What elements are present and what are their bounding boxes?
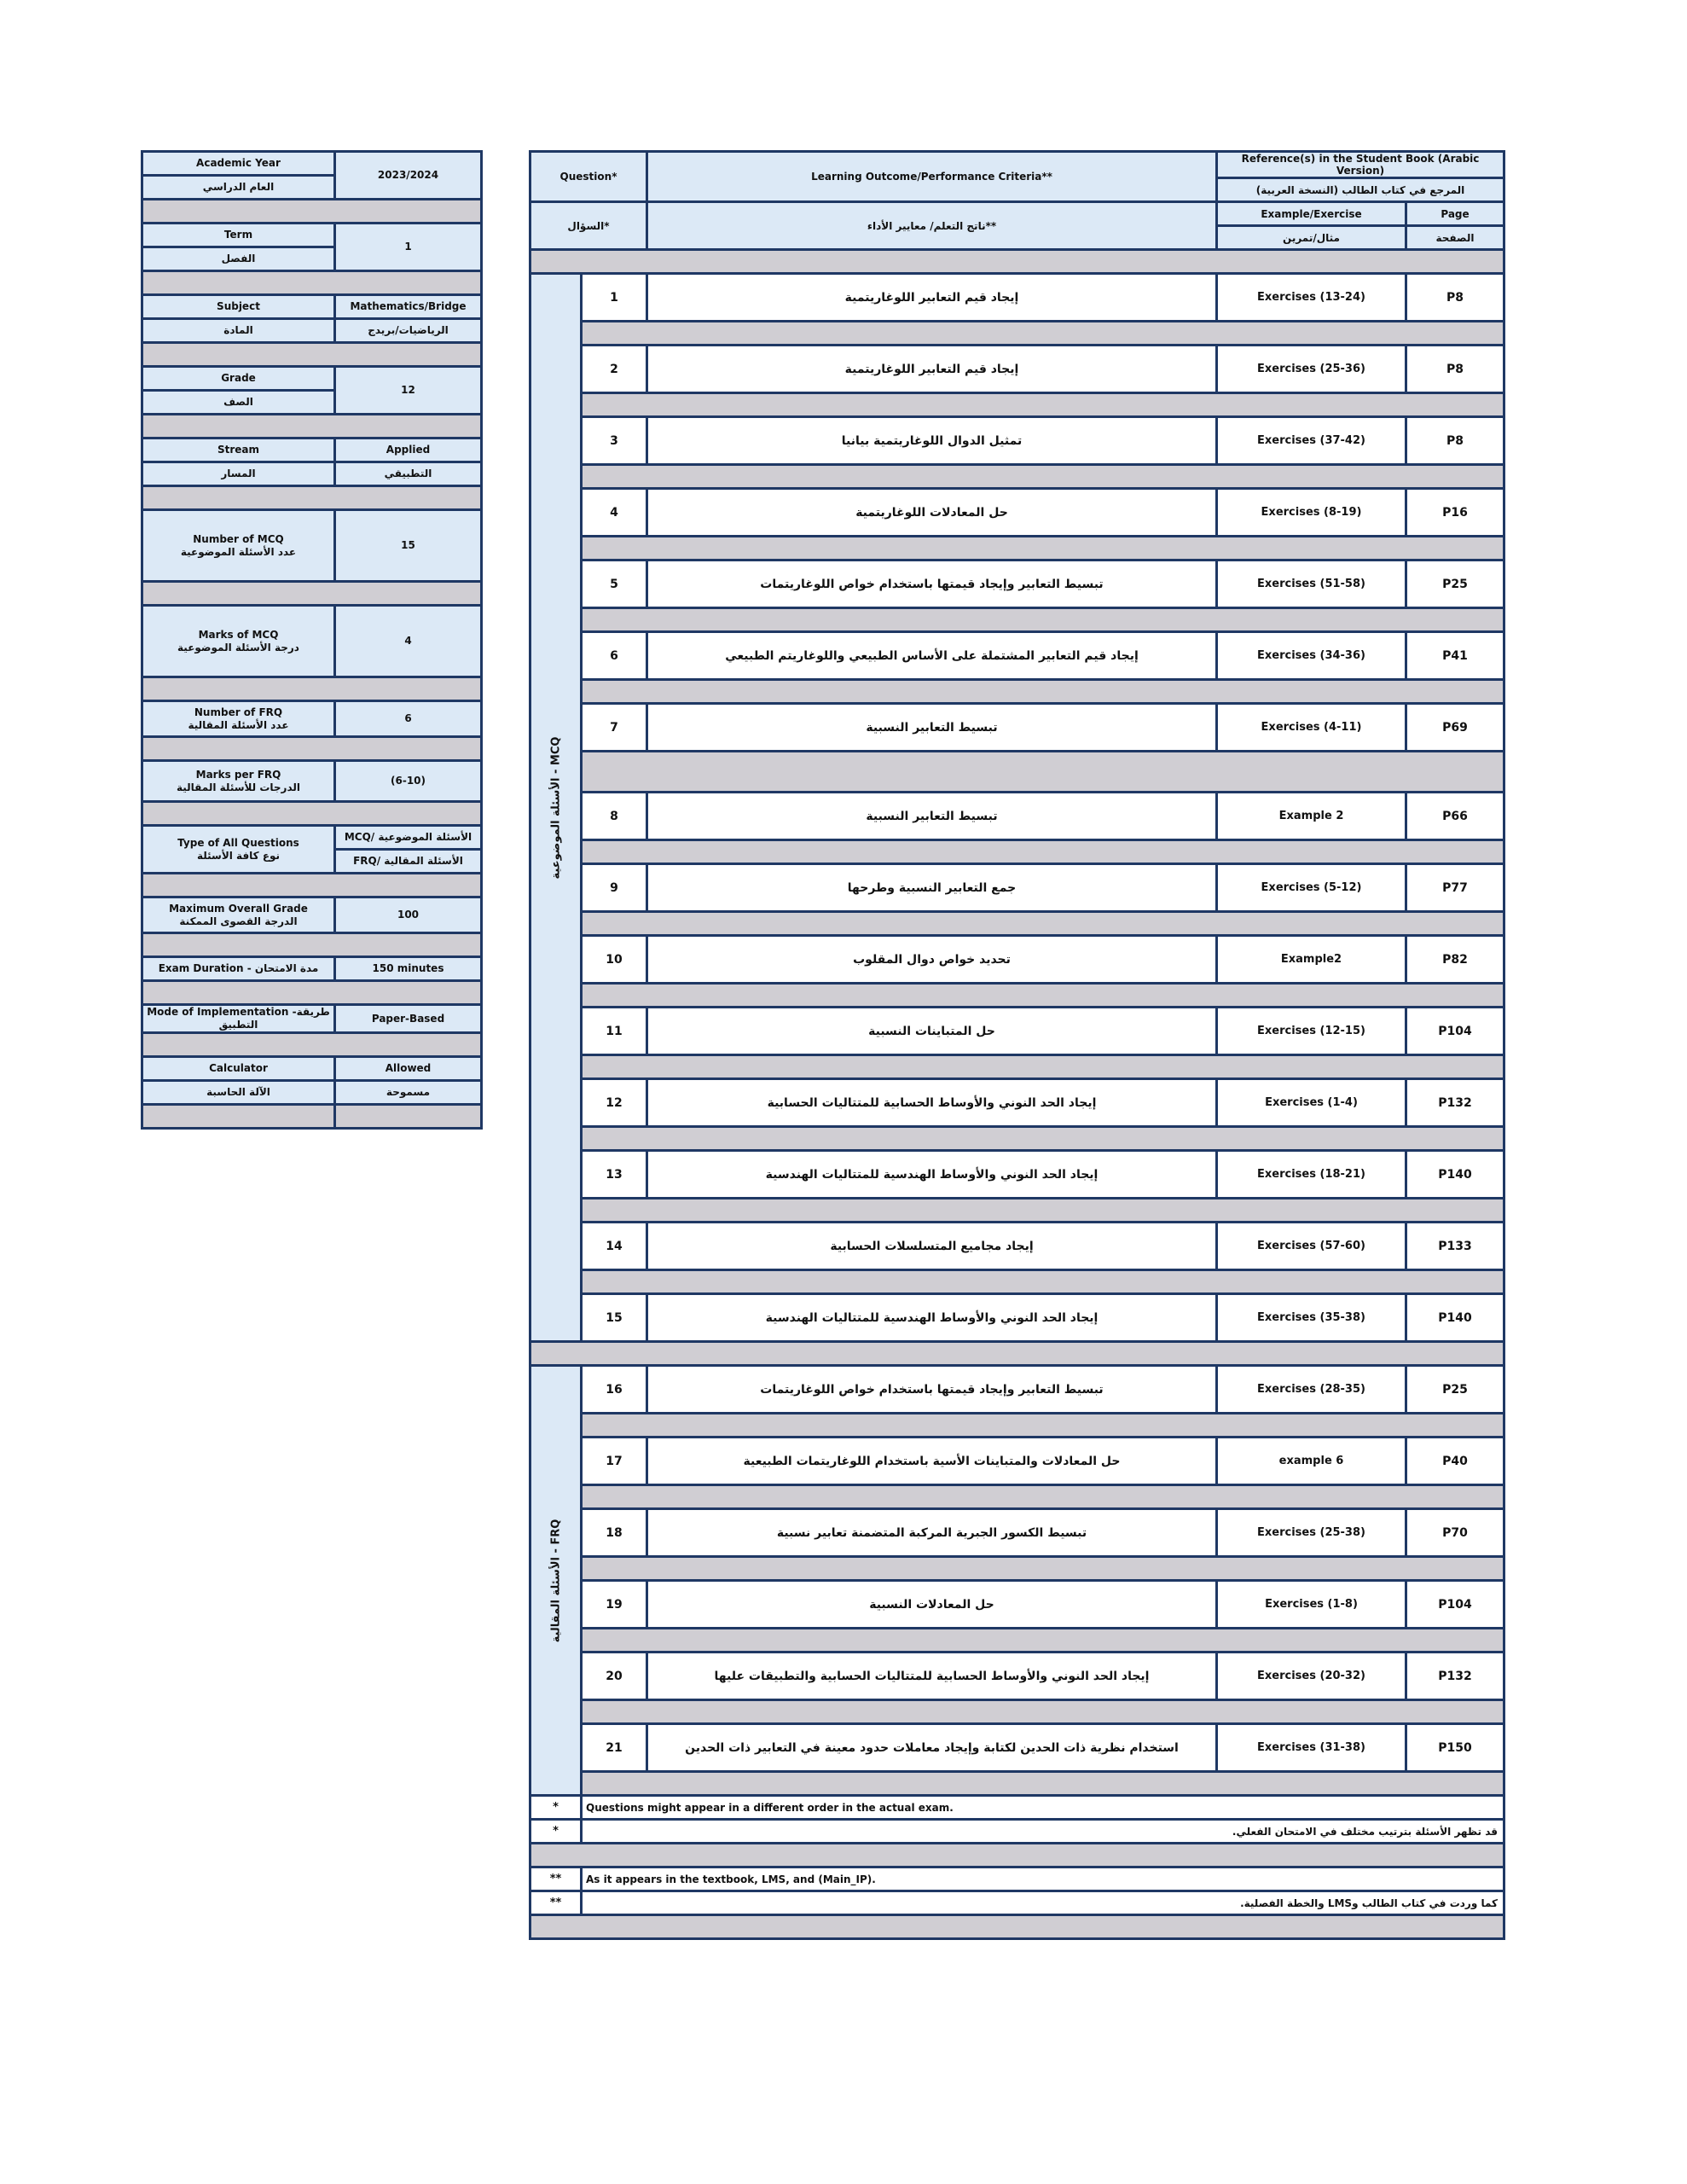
learning-outcome: تبسيط التعابير النسبية [647, 704, 1217, 752]
example-exercise: Exercises (51-58) [1217, 561, 1406, 608]
question-type-frq: FRQ/ الأسئلة المقالية [335, 850, 482, 874]
spacer-row [582, 1485, 1504, 1509]
spacer-row [142, 802, 482, 826]
spacer-row [530, 250, 1504, 274]
note-text: Questions might appear in a different order in the actual exam. [582, 1796, 1504, 1820]
learning-outcome: حل المعادلات والمتباينات الأسية باستخدام اللوغاريتمات الطبيعية [647, 1438, 1217, 1485]
example-exercise: Exercises (35-38) [1217, 1294, 1406, 1342]
page-reference: P25 [1406, 1366, 1504, 1414]
max-grade-value: 100 [335, 897, 482, 933]
question-type-label-ar: نوع كافة الأسئلة [196, 849, 281, 862]
example-header-ar: مثال/تمرين [1217, 226, 1406, 250]
question-number: 18 [582, 1509, 647, 1557]
mode-value: Paper-Based [335, 1005, 482, 1033]
max-grade-label-ar: الدرجة القصوى الممكنة [179, 915, 298, 927]
page-reference: P40 [1406, 1438, 1504, 1485]
spacer-row [582, 912, 1504, 936]
example-exercise: Exercises (1-4) [1217, 1079, 1406, 1127]
learning-outcome: إيجاد قيم التعابير المشتملة على الأساس الطبيعي واللوغاريتم الطبيعي [647, 632, 1217, 680]
page-header-ar: الصفحة [1406, 226, 1504, 250]
spacer-row [582, 752, 1504, 793]
questions-table [529, 150, 1505, 1940]
page-reference: P41 [1406, 632, 1504, 680]
note-text: كما وردت في كتاب الطالب وLMS والخطة الفصلية. [582, 1891, 1504, 1915]
spacer-row [582, 1199, 1504, 1223]
learning-outcome: إيجاد الحد النوني والأوساط الحسابية للمتتاليات الحسابية والتطبيقات عليها [647, 1653, 1217, 1700]
spacer-row [142, 415, 482, 439]
page-reference: P66 [1406, 793, 1504, 840]
question-type-mcq: MCQ/ الأسئلة الموضوعية [335, 826, 482, 850]
marks-mcq-label [142, 606, 335, 677]
academic-year-label-ar: العام الدراسي [142, 176, 335, 200]
note-marker: ** [530, 1867, 582, 1891]
question-row [530, 417, 1504, 465]
question-number: 2 [582, 346, 647, 393]
spacer-row [582, 840, 1504, 864]
question-row [530, 1653, 1504, 1700]
question-row [530, 793, 1504, 840]
num-mcq-label [142, 510, 335, 582]
note-row [530, 1796, 1504, 1820]
note-row [530, 1891, 1504, 1915]
example-exercise: example 6 [1217, 1438, 1406, 1485]
page-reference: P132 [1406, 1079, 1504, 1127]
question-number: 10 [582, 936, 647, 984]
example-exercise: Exercises (31-38) [1217, 1724, 1406, 1772]
learning-outcome: استخدام نظرية ذات الحدين لكتابة وإيجاد معاملات حدود معينة في التعابير ذات الحدين [647, 1724, 1217, 1772]
spacer-row [582, 680, 1504, 704]
learning-outcome: إيجاد قيم التعابير اللوغاريتمية [647, 346, 1217, 393]
spacer-row [582, 1270, 1504, 1294]
question-number: 19 [582, 1581, 647, 1629]
page-reference: P104 [1406, 1008, 1504, 1055]
example-exercise: Exercises (13-24) [1217, 274, 1406, 322]
question-row [530, 489, 1504, 537]
learning-outcome: تمثيل الدوال اللوغاريتمية بيانيا [647, 417, 1217, 465]
marks-mcq-label-en: Marks of MCQ [198, 628, 279, 641]
stream-label-ar: المسار [142, 462, 335, 486]
learning-outcome: حل المعادلات النسبية [647, 1581, 1217, 1629]
num-mcq-label-ar: عدد الأسئلة الموضوعية [180, 545, 297, 558]
spacer-row [142, 933, 482, 957]
note-marker: * [530, 1796, 582, 1820]
term-label-en: Term [142, 224, 335, 247]
question-number: 12 [582, 1079, 647, 1127]
example-exercise: Exercises (37-42) [1217, 417, 1406, 465]
mode-label: Mode of Implementation -طريقة التطبيق [142, 1005, 335, 1033]
spacer-row [142, 582, 482, 606]
max-grade-label-en: Maximum Overall Grade [169, 902, 308, 915]
spacer-row [142, 677, 482, 701]
example-exercise: Exercises (25-38) [1217, 1509, 1406, 1557]
spacer-row [582, 465, 1504, 489]
note-row [530, 1867, 1504, 1891]
example-exercise: Exercises (57-60) [1217, 1223, 1406, 1270]
question-row [530, 864, 1504, 912]
spacer-row [142, 1033, 482, 1057]
num-mcq-value: 15 [335, 510, 482, 582]
page-reference: P8 [1406, 274, 1504, 322]
example-header-en: Example/Exercise [1217, 202, 1406, 226]
question-number: 11 [582, 1008, 647, 1055]
question-row [530, 1223, 1504, 1270]
learning-outcome: تبسيط التعابير وإيجاد قيمتها باستخدام خواص اللوغاريتمات [647, 561, 1217, 608]
learning-outcome: إيجاد قيم التعابير اللوغاريتمية [647, 274, 1217, 322]
page-reference: P140 [1406, 1294, 1504, 1342]
question-number: 17 [582, 1438, 647, 1485]
calculator-value-en: Allowed [335, 1057, 482, 1081]
reference-header-en: Reference(s) in the Student Book (Arabic Version) [1217, 152, 1504, 178]
stream-label-en: Stream [142, 439, 335, 462]
grade-value: 12 [335, 367, 482, 415]
calculator-value-ar: مسموحة [335, 1081, 482, 1105]
subject-label-ar: المادة [142, 319, 335, 343]
question-number: 13 [582, 1151, 647, 1199]
note-marker: ** [530, 1891, 582, 1915]
note-marker: * [530, 1820, 582, 1844]
marks-mcq-label-ar: درجة الأسئلة الموضوعية [177, 641, 299, 653]
spacer-row [582, 608, 1504, 632]
term-label-ar: الفصل [142, 247, 335, 271]
marks-frq-label-ar: الدرجات للأسئلة المقالية [176, 781, 300, 793]
marks-mcq-value: 4 [335, 606, 482, 677]
question-header-en: Question* [530, 152, 647, 202]
page-reference: P104 [1406, 1581, 1504, 1629]
learning-outcome: جمع التعابير النسبية وطرحها [647, 864, 1217, 912]
example-exercise: Exercises (8-19) [1217, 489, 1406, 537]
spacer-row [530, 1915, 1504, 1939]
question-number: 6 [582, 632, 647, 680]
page-reference: P69 [1406, 704, 1504, 752]
subject-label-en: Subject [142, 295, 335, 319]
question-row [530, 936, 1504, 984]
learning-outcome: تحديد خواص دوال المقلوب [647, 936, 1217, 984]
spacer-row [142, 200, 482, 224]
learning-outcome: إيجاد الحد النوني والأوساط الحسابية للمتتاليات الحسابية [647, 1079, 1217, 1127]
spacer-row [582, 1127, 1504, 1151]
spacer-row [582, 1772, 1504, 1796]
num-frq-label-ar: عدد الأسئلة المقالية [188, 718, 289, 731]
mcq-group-label [530, 274, 582, 1342]
page-reference: P77 [1406, 864, 1504, 912]
question-number: 4 [582, 489, 647, 537]
example-exercise: Exercises (1-8) [1217, 1581, 1406, 1629]
page-reference: P132 [1406, 1653, 1504, 1700]
marks-frq-label-en: Marks per FRQ [195, 768, 281, 781]
spacer-row [530, 1342, 1504, 1366]
spacer-row [142, 874, 482, 897]
question-row [530, 1509, 1504, 1557]
learning-outcome: تبسيط الكسور الجبرية المركبة المتضمنة تعابير نسبية [647, 1509, 1217, 1557]
example-exercise: Example 2 [1217, 793, 1406, 840]
spacer-row [142, 737, 482, 761]
question-number: 9 [582, 864, 647, 912]
example-exercise: Exercises (5-12) [1217, 864, 1406, 912]
spacer-row [582, 1414, 1504, 1438]
question-row [530, 1724, 1504, 1772]
spacer-row [582, 1557, 1504, 1581]
page-header-en: Page [1406, 202, 1504, 226]
note-row [530, 1820, 1504, 1844]
stream-value-en: Applied [335, 439, 482, 462]
example-exercise: Exercises (20-32) [1217, 1653, 1406, 1700]
outcome-header-en: Learning Outcome/Performance Criteria** [647, 152, 1217, 202]
page-reference: P25 [1406, 561, 1504, 608]
question-row [530, 704, 1504, 752]
frq-group-text: الأسئلة المقالية - FRQ [549, 1519, 562, 1642]
question-row [530, 274, 1504, 322]
spacer-row [582, 1055, 1504, 1079]
grade-label-en: Grade [142, 367, 335, 391]
outcome-header-ar: ناتج التعلم/ معايير الأداء** [647, 202, 1217, 250]
spacer-row [582, 984, 1504, 1008]
exam-duration-value: 150 minutes [335, 957, 482, 981]
subject-value-en: Mathematics/Bridge [335, 295, 482, 319]
question-row [530, 1366, 1504, 1414]
page-reference: P8 [1406, 417, 1504, 465]
calculator-label-ar: الآلة الحاسبة [142, 1081, 335, 1105]
question-row [530, 561, 1504, 608]
question-number: 5 [582, 561, 647, 608]
marks-frq-label [142, 761, 335, 802]
example-exercise: Exercises (34-36) [1217, 632, 1406, 680]
reference-header-ar: المرجع في كتاب الطالب (النسخة العربية) [1217, 178, 1504, 202]
example-exercise: Exercises (25-36) [1217, 346, 1406, 393]
example-exercise: Exercises (4-11) [1217, 704, 1406, 752]
learning-outcome: حل المعادلات اللوغاريتمية [647, 489, 1217, 537]
max-grade-label [142, 897, 335, 933]
example-exercise: Exercises (28-35) [1217, 1366, 1406, 1414]
note-text: As it appears in the textbook, LMS, and (Main_IP). [582, 1867, 1504, 1891]
exam-duration-label: Exam Duration - مدة الامتحان [142, 957, 335, 981]
question-number: 14 [582, 1223, 647, 1270]
spacer-row [142, 981, 482, 1005]
spacer-row [530, 1844, 1504, 1867]
question-row [530, 1294, 1504, 1342]
question-number: 1 [582, 274, 647, 322]
question-type-label [142, 826, 335, 874]
frq-group-label [530, 1366, 582, 1796]
page-reference: P82 [1406, 936, 1504, 984]
term-value: 1 [335, 224, 482, 271]
page-reference: P150 [1406, 1724, 1504, 1772]
question-number: 8 [582, 793, 647, 840]
question-number: 16 [582, 1366, 647, 1414]
spacer-row [142, 486, 482, 510]
spacer-row [582, 393, 1504, 417]
question-row [530, 1438, 1504, 1485]
learning-outcome: إيجاد مجاميع المتسلسلات الحسابية [647, 1223, 1217, 1270]
question-row [530, 1079, 1504, 1127]
question-number: 15 [582, 1294, 647, 1342]
stream-value-ar: التطبيقي [335, 462, 482, 486]
question-number: 21 [582, 1724, 647, 1772]
mcq-group-text: الأسئلة الموضوعية - MCQ [549, 736, 562, 879]
learning-outcome: تبسيط التعابير وإيجاد قيمتها باستخدام خواص اللوغاريتمات [647, 1366, 1217, 1414]
spacer-row [582, 1700, 1504, 1724]
num-frq-label [142, 701, 335, 737]
marks-frq-value: (6-10) [335, 761, 482, 802]
num-frq-value: 6 [335, 701, 482, 737]
question-row [530, 1008, 1504, 1055]
spacer-row [582, 1629, 1504, 1653]
exam-info-table [141, 150, 483, 1130]
subject-value-ar: الرياضيات/بريدج [335, 319, 482, 343]
learning-outcome: حل المتباينات النسبية [647, 1008, 1217, 1055]
note-text: قد تظهر الأسئلة بترتيب مختلف في الامتحان الفعلي. [582, 1820, 1504, 1844]
page-reference: P140 [1406, 1151, 1504, 1199]
question-row [530, 1581, 1504, 1629]
question-header-ar: السؤال* [530, 202, 647, 250]
page-reference: P16 [1406, 489, 1504, 537]
calculator-label-en: Calculator [142, 1057, 335, 1081]
example-exercise: Exercises (12-15) [1217, 1008, 1406, 1055]
num-frq-label-en: Number of FRQ [194, 706, 283, 718]
question-type-label-en: Type of All Questions [177, 836, 299, 849]
question-number: 7 [582, 704, 647, 752]
academic-year-label-en: Academic Year [142, 152, 335, 176]
page-reference: P133 [1406, 1223, 1504, 1270]
grade-label-ar: الصف [142, 391, 335, 415]
question-number: 3 [582, 417, 647, 465]
learning-outcome: تبسيط التعابير النسبية [647, 793, 1217, 840]
learning-outcome: إيجاد الحد النوني والأوساط الهندسية للمتتاليات الهندسية [647, 1294, 1217, 1342]
question-row [530, 346, 1504, 393]
question-row [530, 632, 1504, 680]
learning-outcome: إيجاد الحد النوني والأوساط الهندسية للمتتاليات الهندسية [647, 1151, 1217, 1199]
spacer-row [142, 271, 482, 295]
example-exercise: Exercises (18-21) [1217, 1151, 1406, 1199]
page-reference: P8 [1406, 346, 1504, 393]
question-number: 20 [582, 1653, 647, 1700]
page-reference: P70 [1406, 1509, 1504, 1557]
spacer-cell [335, 1105, 482, 1129]
spacer-row [142, 343, 482, 367]
question-row [530, 1151, 1504, 1199]
num-mcq-label-en: Number of MCQ [193, 532, 284, 545]
example-exercise: Example2 [1217, 936, 1406, 984]
spacer-row [582, 322, 1504, 346]
academic-year-value: 2023/2024 [335, 152, 482, 200]
spacer-row [582, 537, 1504, 561]
spacer-cell [142, 1105, 335, 1129]
